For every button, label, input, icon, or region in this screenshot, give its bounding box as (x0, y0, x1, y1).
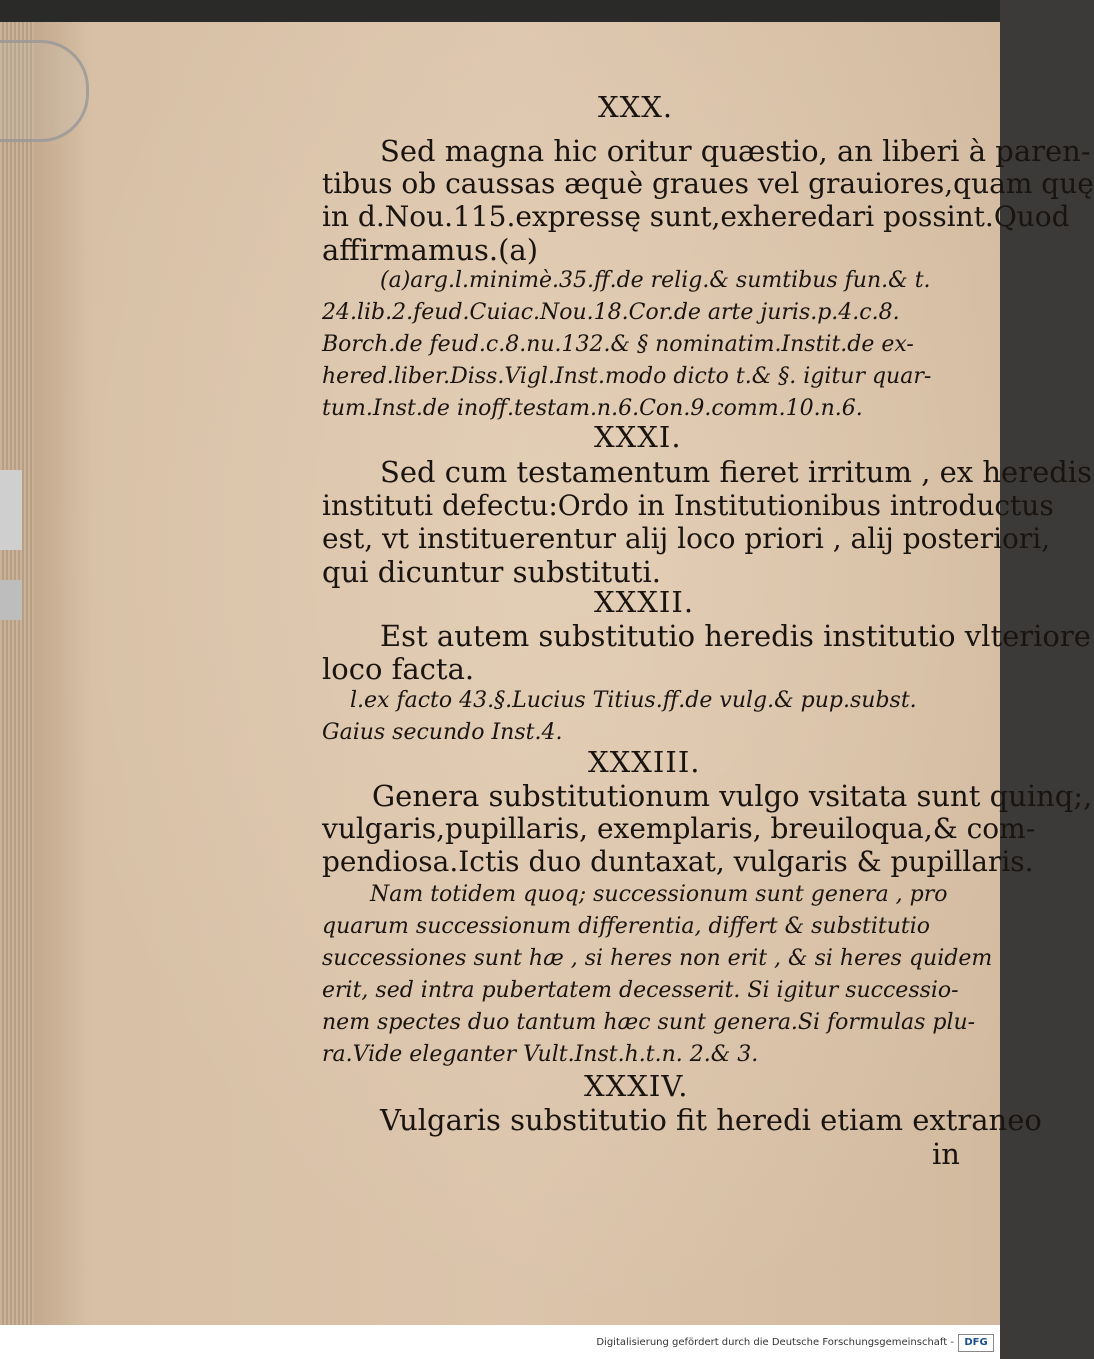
bookmark-tab (0, 580, 22, 620)
footnote-line: Nam totidem quoq; successionum sunt genera , pro (370, 882, 948, 907)
footnote-line: successiones sunt hæ , si heres non erit , & si heres quidem (322, 946, 993, 971)
text-line: Sed cum testamentum fieret irritum , ex heredis (380, 455, 1092, 489)
dfg-logo-icon: DFG (958, 1334, 994, 1352)
footnote-line: tum.Inst.de inoff.testam.n.6.Con.9.comm.10.n.6. (322, 396, 863, 421)
footnote-line: Gaius secundo Inst.4. (322, 720, 563, 745)
footnote-line: quarum successionum differentia, differt & substitutio (322, 914, 930, 939)
catchword: in (932, 1137, 960, 1171)
text-line: est, vt instituerentur alij loco priori , alij posteriori, (322, 522, 1051, 555)
text-line: Est autem substitutio heredis institutio vlteriore (380, 619, 1091, 653)
footnote-line: nem spectes duo tantum hæc sunt genera.Si formulas plu- (322, 1010, 976, 1035)
text-line: Sed magna hic oritur quæstio, an liberi à paren- (380, 134, 1091, 168)
footnote-line: 24.lib.2.feud.Cuiac.Nou.18.Cor.de arte juris.p.4.c.8. (322, 300, 900, 325)
page-edge (0, 22, 36, 1325)
paper-clip-icon (0, 40, 89, 142)
section-heading: XXXI. (594, 420, 682, 454)
footer-bar (0, 1325, 1000, 1359)
footnote-line: hered.liber.Diss.Vigl.Inst.modo dicto t.& §. igitur quar- (322, 364, 932, 389)
text-line: pendiosa.Ictis duo duntaxat, vulgaris & pupillaris. (322, 845, 1034, 878)
footnote-line: erit, sed intra pubertatem decesserit. Si igitur successio- (322, 978, 959, 1003)
footnote-line: Borch.de feud.c.8.nu.132.& § nominatim.Instit.de ex- (322, 332, 914, 357)
section-heading: XXX. (598, 90, 674, 124)
footnote-line: l.ex facto 43.§.Lucius Titius.ff.de vulg.& pup.subst. (350, 688, 917, 713)
text-line: tibus ob caussas æquè graues vel grauiores,quam quę (322, 167, 1094, 200)
text-line: instituti defectu:Ordo in Institutionibus introductus (322, 489, 1054, 522)
text-line: Genera substitutionum vulgo vsitata sunt quinq;, (372, 779, 1093, 813)
footnote-line: (a)arg.l.minimè.35.ff.de relig.& sumtibus fun.& t. (380, 268, 931, 293)
text-line: affirmamus.(a) (322, 233, 539, 267)
text-line: vulgaris,pupillaris, exemplaris, breuiloqua,& com- (322, 812, 1036, 845)
text-line: Vulgaris substitutio fit heredi etiam extraneo (380, 1103, 1042, 1137)
bookmark-tab (0, 470, 22, 550)
section-heading: XXXIV. (584, 1069, 689, 1103)
text-line: loco facta. (322, 652, 475, 686)
text-line: in d.Nou.115.expressę sunt,exheredari possint.Quod (322, 200, 1070, 233)
funding-credit: Digitalisierung gefördert durch die Deutsche Forschungsgemeinschaft - (596, 1337, 954, 1348)
section-heading: XXXIII. (588, 745, 701, 779)
footnote-line: ra.Vide eleganter Vult.Inst.h.t.n. 2.& 3. (322, 1042, 759, 1067)
section-heading: XXXII. (594, 585, 695, 619)
text-line: qui dicuntur substituti. (322, 555, 661, 589)
